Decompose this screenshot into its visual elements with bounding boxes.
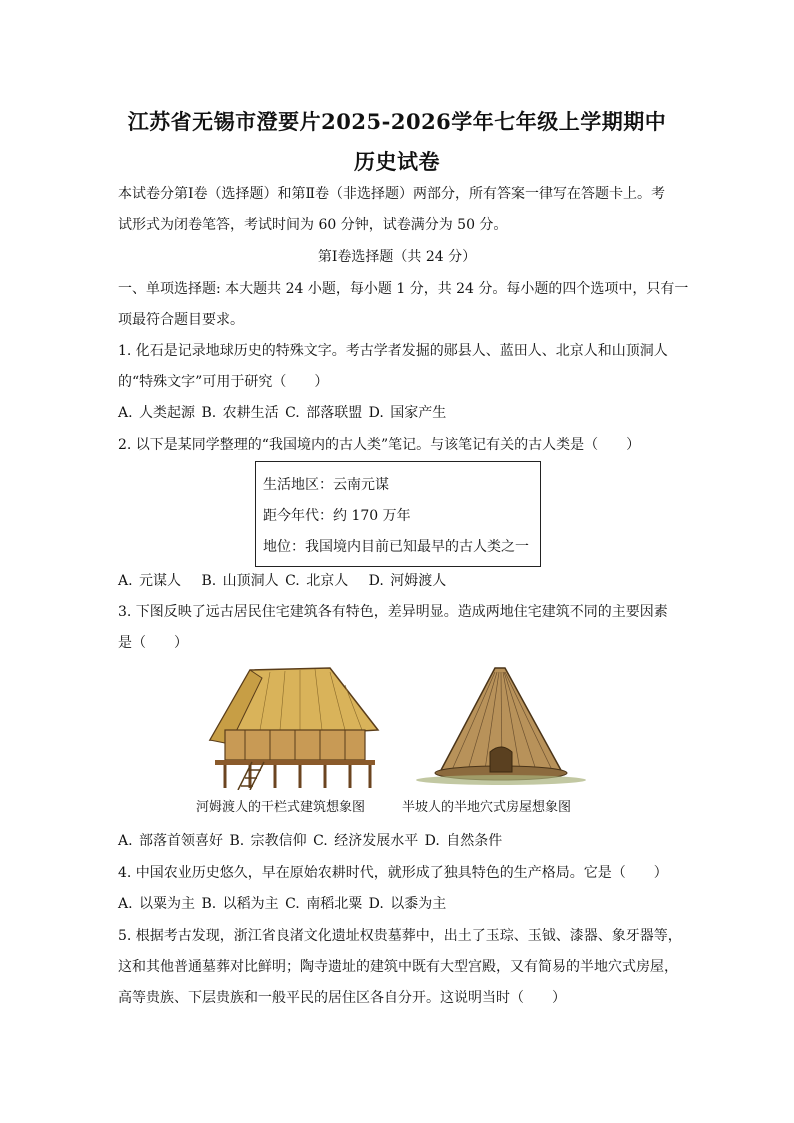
instruction-line-1: 一、单项选择题: 本大题共 24 小题，每小题 1 分，共 24 分。每小题的四个选项中，只有一 [118, 281, 689, 297]
instruction-line-2: 项最符合题目要求。 [118, 312, 244, 328]
q4-options: A. 以粟为主 B. 以稻为主 C. 南稻北粟 D. 以黍为主 [118, 896, 447, 912]
q1-stem-line-1: 1. 化石是记录地球历史的特殊文字。考古学者发掘的郧县人、蓝田人、北京人和山顶洞人 [118, 343, 668, 359]
q2-options: A. 元谋人 B. 山顶洞人 C. 北京人 D. 河姆渡人 [118, 573, 447, 589]
pit-house-illustration [416, 668, 586, 785]
section-heading: 第Ⅰ卷选择题（共 24 分） [317, 249, 477, 265]
caption-right: 半坡人的半地穴式房屋想象图 [402, 800, 572, 815]
q5-stem-line-3: 高等贵族、下层贵族和一般平民的居住区各自分开。这说明当时（ ） [118, 990, 566, 1006]
stilt-house-illustration [210, 668, 378, 790]
q3-options: A. 部落首领喜好 B. 宗教信仰 C. 经济发展水平 D. 自然条件 [118, 833, 503, 849]
q2-note-region: 生活地区：云南元谋 [263, 477, 389, 493]
intro-line-1: 本试卷分第Ⅰ卷（选择题）和第Ⅱ卷（非选择题）两部分，所有答案一律写在答题卡上。考 [118, 186, 666, 202]
caption-left: 河姆渡人的干栏式建筑想象图 [196, 800, 366, 815]
q5-stem-line-1: 5. 根据考古发现，浙江省良渚文化遗址权贵墓葬中，出土了玉琮、玉钺、漆器、象牙器等， [118, 928, 682, 944]
q2-note-box [255, 461, 541, 567]
q1-options: A. 人类起源 B. 农耕生活 C. 部落联盟 D. 国家产生 [118, 405, 447, 421]
q1-stem-line-2: 的“特殊文字”可用于研究（ ） [118, 374, 329, 390]
exam-subtitle: 历史试卷 [354, 149, 440, 174]
q2-note-age: 距今年代：约 170 万年 [263, 508, 411, 524]
q4-stem: 4. 中国农业历史悠久，早在原始农耕时代，就形成了独具特色的生产格局。它是（ ） [118, 865, 668, 881]
q3-stem-line-2: 是（ ） [118, 635, 188, 651]
q3-housing-figure [190, 660, 610, 790]
q2-note-status: 地位：我国境内目前已知最早的古人类之一 [263, 539, 529, 555]
intro-line-2: 试形式为闭卷笔答，考试时间为 60 分钟，试卷满分为 50 分。 [118, 217, 508, 233]
q5-stem-line-2: 这和其他普通墓葬对比鲜明；陶寺遗址的建筑中既有大型宫殿，又有简易的半地穴式房屋， [118, 959, 678, 975]
exam-title: 江苏省无锡市澄要片2025-2026学年七年级上学期期中 [127, 109, 667, 134]
q3-stem-line-1: 3. 下图反映了远古居民住宅建筑各有特色，差异明显。造成两地住宅建筑不同的主要因素 [118, 604, 668, 620]
q2-stem: 2. 以下是某同学整理的“我国境内的古人类”笔记。与该笔记有关的古人类是（ ） [118, 437, 641, 453]
